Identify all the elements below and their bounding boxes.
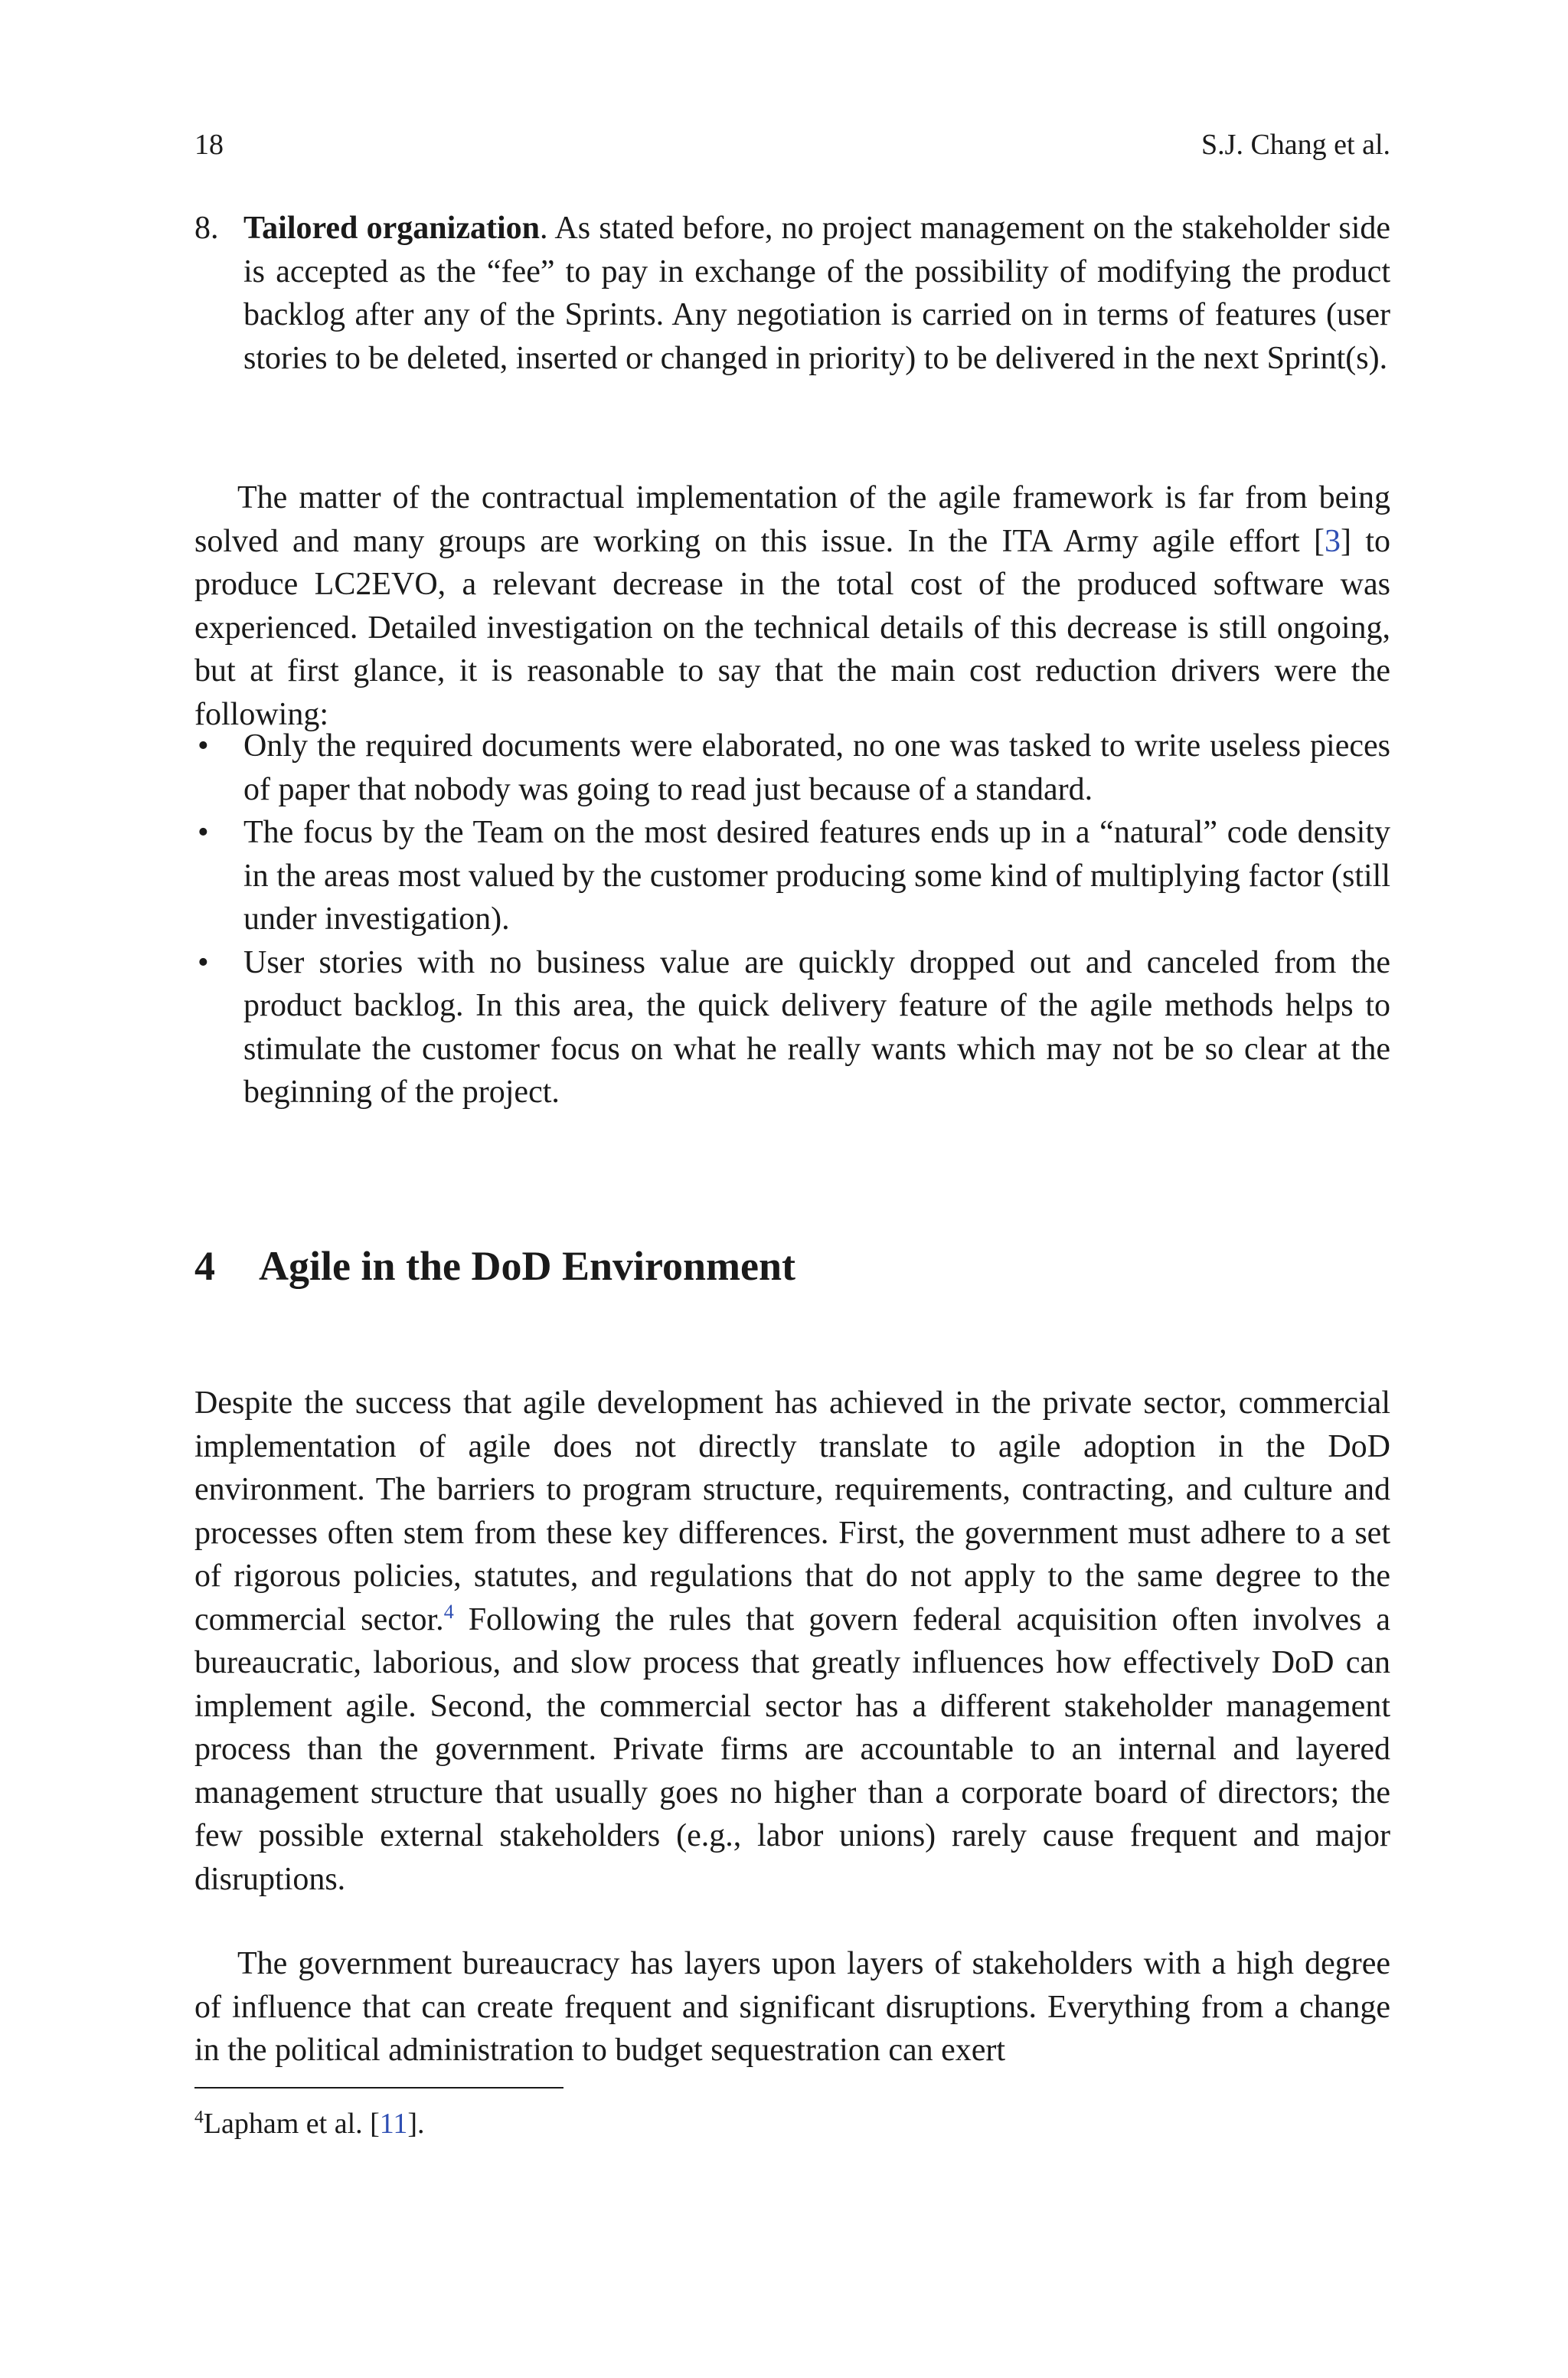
section-title: Agile in the DoD Environment bbox=[259, 1243, 796, 1289]
bullet-icon: • bbox=[198, 944, 209, 980]
footnote-citation-link[interactable]: 11 bbox=[379, 2108, 408, 2140]
bullet-item bbox=[194, 941, 1390, 1114]
section-heading bbox=[194, 1241, 1390, 1291]
bullet-text: Only the required documents were elaborated, no one was tasked to write useless pieces of paper that nobody was going to read just because of a standard. bbox=[243, 728, 1390, 807]
paragraph-text: ] to produce LC2EVO, a relevant decrease in the total cost of the produced software was experienced. Detailed investigation on the technical details of this decrease is still ongoing, but at first glance, it is reasonable to say that the main cost reduction drivers were the following: bbox=[194, 523, 1390, 732]
paragraph-cost-drivers bbox=[194, 476, 1390, 736]
footnote-text: ]. bbox=[407, 2108, 425, 2140]
paragraph-text: The matter of the contractual implementation of the agile framework is far from being solved and many groups are working on this issue. In the ITA Army agile effort [ bbox=[194, 480, 1390, 559]
paragraph-bureaucracy: The government bureaucracy has layers upon layers of stakeholders with a high degree of influence that can create frequent and significant disruptions. Everything from a change in the political administration to budget sequestration can exert bbox=[194, 1946, 1390, 2068]
footnote bbox=[194, 2106, 425, 2141]
bullet-text: The focus by the Team on the most desired features ends up in a “natural” code density in the areas most valued by the customer producing some kind of multiplying factor (still under investigation). bbox=[243, 815, 1390, 937]
item-number: 8. bbox=[194, 211, 219, 246]
page-number: 18 bbox=[194, 129, 224, 161]
footnote-divider bbox=[194, 2087, 564, 2089]
item-text: . As stated before, no project management on the stakeholder side is accepted as the “fee” to pay in exchange of the possibility of modifying the product backlog after any of the Sprints. Any negotiation is carried on in terms of features (user stories to be deleted, inserted or changed in priority) to be delivered in the next Sprint(s). bbox=[243, 211, 1391, 376]
bullet-list bbox=[194, 725, 1390, 1114]
paragraph-text: Following the rules that govern federal acquisition often involves a bureaucratic, laborious, and slow process that greatly influences how effectively DoD can implement agile. Second, the commercial sector has a different stakeholder management process than the government. Private firms are accountable to an internal and layered management structure that usually goes no higher than a corporate board of directors; the few possible external stakeholders (e.g., labor unions) rarely cause frequent and major disruptions. bbox=[194, 1601, 1390, 1897]
section-number: 4 bbox=[194, 1243, 215, 1289]
citation-link[interactable]: 3 bbox=[1324, 523, 1341, 559]
bullet-text: User stories with no business value are quickly dropped out and canceled from the product backlog. In this area, the quick delivery feature of the agile methods helps to stimulate the customer focus on what he really wants which may not be so clear at the beginning of the project. bbox=[243, 944, 1390, 1110]
item-title: Tailored organization bbox=[243, 211, 540, 246]
bullet-item bbox=[194, 811, 1390, 941]
bullet-item bbox=[194, 725, 1390, 811]
bullet-icon: • bbox=[198, 728, 209, 764]
item-content bbox=[243, 207, 1390, 380]
footnote-marker[interactable]: 4 bbox=[443, 1600, 454, 1623]
footnote-number: 4 bbox=[194, 2107, 204, 2128]
paragraph-dod-differences bbox=[194, 1382, 1390, 1901]
running-author: S.J. Chang et al. bbox=[1201, 129, 1390, 161]
footnote-text: Lapham et al. [ bbox=[203, 2108, 380, 2140]
paragraph-text: Despite the success that agile development has achieved in the private sector, commercial implementation of agile does not directly translate to agile adoption in the DoD environment. The barriers to program structure, requirements, contracting, and culture and processes often stem from these key differences. First, the government must adhere to a set of rigorous policies, statutes, and regulations that do not apply to the same degree to the commercial sector. bbox=[194, 1385, 1390, 1637]
bullet-icon: • bbox=[198, 815, 209, 850]
numbered-item-8 bbox=[194, 207, 1390, 380]
